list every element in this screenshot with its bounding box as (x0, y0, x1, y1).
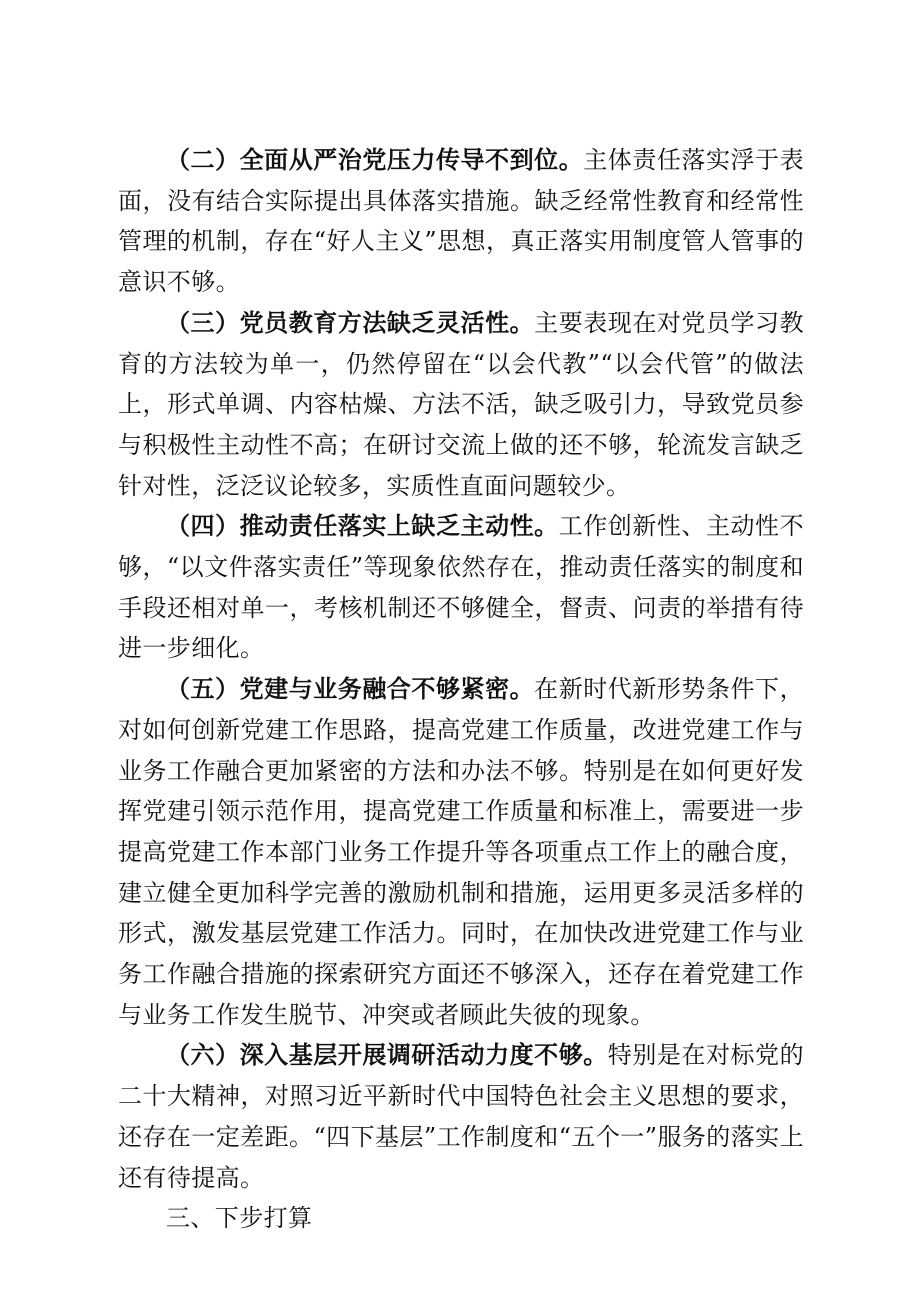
paragraph-body: 特别是在对标党的二十大精神，对照习近平新时代中国特色社会主义思想的要求，还存在一定差距。“四下基层”工作制度和“五个一”服务的落实上还有待提高。 (118, 1041, 805, 1192)
paragraph-heading: （六）深入基层开展调研活动力度不够。 (166, 1041, 608, 1070)
paragraph-heading: （二）全面从严治党压力传导不到位。 (166, 146, 584, 174)
paragraph-body: 主体责任落实浮于表面，没有结合实际提出具体落实措施。缺乏经常性教育和经常性管理的机制，存在“好人主义”思想，真正落实用制度管人管事的意识不够。 (118, 146, 804, 297)
paragraph-heading: （三）党员教育方法缺乏灵活性。 (166, 308, 535, 337)
paragraph-2 (118, 140, 804, 303)
section-heading: 三、下步打算 (166, 1204, 313, 1233)
paragraph-heading: （五）党建与业务融合不够紧密。 (166, 675, 535, 704)
paragraph-body: 在新时代新形势条件下，对如何创新党建工作思路，提高党建工作质量，改进党建工作与业务工作融合更加紧密的方法和办法不够。特别是在如何更好发挥党建引领示范作用，提高党建工作质量和标准上，需要进一步提高党建工作本部门业务工作提升等各项重点工作上的融合度，建立健全更加科学完善的激励机制和措施，运用更多灵活多样的形式，激发基层党建工作活力。同时，在加快改进党建工作与业务工作融合措施的探索研究方面还不够深入，还存在着党建工作与业务工作发生脱节、冲突或者顾此失彼的现象。 (118, 675, 804, 1029)
paragraph-4 (118, 506, 804, 669)
document-page (118, 140, 804, 1239)
paragraph-body: 工作创新性、主动性不够，“以文件落实责任”等现象依然存在，推动责任落实的制度和手段还相对单一，考核机制还不够健全，督责、问责的举措有待进一步细化。 (118, 512, 804, 663)
paragraph-6 (118, 1035, 804, 1198)
paragraph-3 (118, 303, 804, 507)
paragraph-heading: （四）推动责任落实上缺乏主动性。 (166, 512, 559, 541)
paragraph-5 (118, 669, 804, 1035)
paragraph-body: 主要表现在对党员学习教育的方法较为单一，仍然停留在“以会代教”“以会代管”的做法上，形式单调、内容枯燥、方法不活，缺乏吸引力，导致党员参与积极性主动性不高；在研讨交流上做的还不够，轮流发言缺乏针对性，泛泛议论较多，实质性直面问题较少。 (118, 308, 804, 500)
